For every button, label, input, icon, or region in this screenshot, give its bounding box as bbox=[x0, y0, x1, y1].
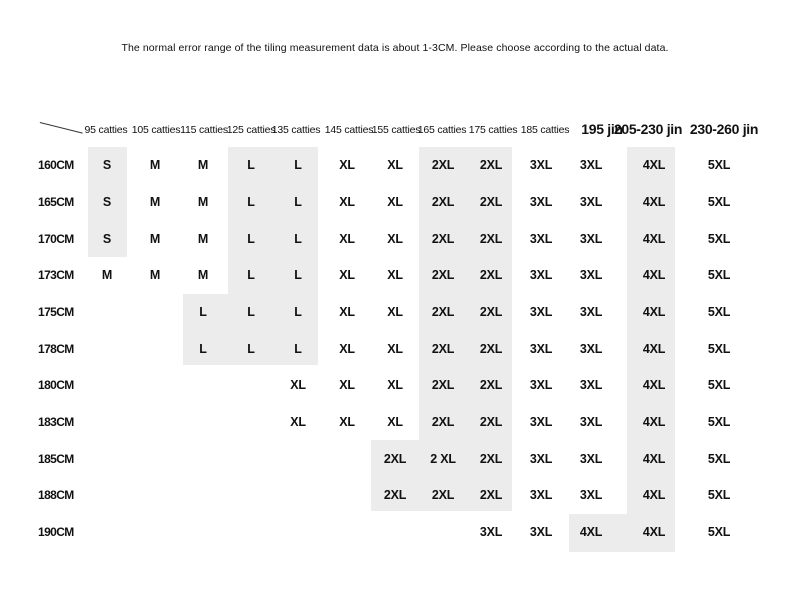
size-cell: 4XL bbox=[642, 195, 666, 209]
size-cell: M bbox=[149, 158, 161, 172]
size-cell: XL bbox=[339, 305, 355, 319]
size-cell: M bbox=[101, 268, 113, 282]
size-cell: 2XL bbox=[383, 488, 407, 502]
size-cell: 3XL bbox=[529, 452, 553, 466]
size-cell: 3XL bbox=[529, 488, 553, 502]
size-cell: 2XL bbox=[431, 378, 455, 392]
size-cell: 5XL bbox=[707, 305, 731, 319]
weight-header: 155 catties bbox=[371, 124, 421, 136]
weight-header: 230-260 jin bbox=[689, 121, 759, 137]
size-cell: 2XL bbox=[479, 452, 503, 466]
size-cell: 3XL bbox=[579, 158, 603, 172]
weight-header: 145 catties bbox=[324, 124, 374, 136]
size-cell: 5XL bbox=[707, 268, 731, 282]
weight-header: 135 catties bbox=[271, 124, 321, 136]
size-cell: XL bbox=[387, 378, 403, 392]
size-cell: L bbox=[247, 268, 255, 282]
size-cell: XL bbox=[387, 415, 403, 429]
size-cell: L bbox=[247, 232, 255, 246]
size-cell: 3XL bbox=[579, 415, 603, 429]
size-cell: M bbox=[149, 195, 161, 209]
height-label: 170CM bbox=[38, 232, 74, 246]
size-cell: 5XL bbox=[707, 378, 731, 392]
size-cell: XL bbox=[387, 232, 403, 246]
size-cell: S bbox=[102, 158, 112, 172]
size-cell: 3XL bbox=[529, 158, 553, 172]
size-cell: L bbox=[294, 158, 302, 172]
height-label: 160CM bbox=[38, 158, 74, 172]
height-label: 188CM bbox=[38, 488, 74, 502]
size-cell: XL bbox=[387, 268, 403, 282]
size-cell: 3XL bbox=[529, 305, 553, 319]
size-cell: 3XL bbox=[579, 342, 603, 356]
height-label: 183CM bbox=[38, 415, 74, 429]
size-cell: 2XL bbox=[431, 488, 455, 502]
height-label: 175CM bbox=[38, 305, 74, 319]
size-cell: XL bbox=[387, 158, 403, 172]
size-cell: 5XL bbox=[707, 232, 731, 246]
size-cell: 5XL bbox=[707, 488, 731, 502]
size-cell: 3XL bbox=[579, 378, 603, 392]
size-cell: XL bbox=[339, 158, 355, 172]
size-cell: 2XL bbox=[431, 415, 455, 429]
size-cell: 3XL bbox=[529, 525, 553, 539]
size-cell: 4XL bbox=[642, 525, 666, 539]
size-cell: 2XL bbox=[479, 342, 503, 356]
size-cell: 5XL bbox=[707, 525, 731, 539]
size-cell: L bbox=[247, 305, 255, 319]
size-cell: 2XL bbox=[479, 268, 503, 282]
size-cell: 2XL bbox=[479, 488, 503, 502]
size-cell: 5XL bbox=[707, 342, 731, 356]
size-cell: 2XL bbox=[479, 378, 503, 392]
size-cell: 3XL bbox=[579, 488, 603, 502]
size-cell: 3XL bbox=[529, 342, 553, 356]
shade-band bbox=[228, 147, 318, 365]
size-cell: L bbox=[294, 342, 302, 356]
weight-header: 115 catties bbox=[180, 124, 228, 136]
size-cell: 4XL bbox=[642, 378, 666, 392]
size-cell: 4XL bbox=[642, 268, 666, 282]
size-cell: M bbox=[149, 268, 161, 282]
size-cell: L bbox=[294, 232, 302, 246]
size-cell: L bbox=[199, 342, 207, 356]
size-cell: 2XL bbox=[479, 232, 503, 246]
weight-header: 175 catties bbox=[468, 124, 518, 136]
size-cell: 2XL bbox=[431, 342, 455, 356]
size-cell: 2XL bbox=[431, 158, 455, 172]
size-cell: XL bbox=[339, 415, 355, 429]
size-cell: L bbox=[294, 305, 302, 319]
size-cell: 2XL bbox=[479, 305, 503, 319]
height-label: 165CM bbox=[38, 195, 74, 209]
size-cell: M bbox=[197, 232, 209, 246]
size-cell: 3XL bbox=[529, 232, 553, 246]
size-cell: M bbox=[197, 158, 209, 172]
size-cell: 4XL bbox=[579, 525, 603, 539]
weight-header: 165 catties bbox=[417, 124, 467, 136]
size-cell: 2XL bbox=[479, 158, 503, 172]
weight-header: 125 catties bbox=[226, 124, 276, 136]
size-cell: L bbox=[294, 195, 302, 209]
size-cell: XL bbox=[339, 342, 355, 356]
size-cell: 5XL bbox=[707, 415, 731, 429]
size-cell: 4XL bbox=[642, 232, 666, 246]
size-cell: 3XL bbox=[579, 195, 603, 209]
size-cell: 2 XL bbox=[430, 452, 456, 466]
weight-header: 185 catties bbox=[520, 124, 570, 136]
size-cell: 4XL bbox=[642, 342, 666, 356]
weight-header: 205-230 jin bbox=[613, 121, 683, 137]
size-cell: S bbox=[102, 195, 112, 209]
size-cell: 3XL bbox=[479, 525, 503, 539]
size-cell: L bbox=[247, 195, 255, 209]
height-label: 190CM bbox=[38, 525, 74, 539]
size-cell: XL bbox=[290, 415, 306, 429]
size-cell: 3XL bbox=[529, 195, 553, 209]
size-cell: 2XL bbox=[479, 195, 503, 209]
size-cell: 4XL bbox=[642, 158, 666, 172]
size-cell: XL bbox=[387, 195, 403, 209]
size-cell: 3XL bbox=[529, 415, 553, 429]
size-cell: L bbox=[199, 305, 207, 319]
size-cell: XL bbox=[387, 305, 403, 319]
height-label: 173CM bbox=[38, 268, 74, 282]
size-cell: S bbox=[102, 232, 112, 246]
size-note: The normal error range of the tiling measurement data is about 1-3CM. Please choose according to the actual data. bbox=[121, 42, 669, 54]
size-cell: 2XL bbox=[431, 268, 455, 282]
size-cell: XL bbox=[339, 378, 355, 392]
size-cell: 5XL bbox=[707, 452, 731, 466]
size-cell: L bbox=[294, 268, 302, 282]
size-cell: 4XL bbox=[642, 415, 666, 429]
size-cell: XL bbox=[339, 232, 355, 246]
size-cell: M bbox=[197, 195, 209, 209]
size-cell: 4XL bbox=[642, 452, 666, 466]
size-cell: 2XL bbox=[431, 232, 455, 246]
size-cell: 3XL bbox=[579, 452, 603, 466]
size-cell: M bbox=[149, 232, 161, 246]
height-label: 178CM bbox=[38, 342, 74, 356]
height-label: 180CM bbox=[38, 378, 74, 392]
weight-header: 195 jin bbox=[581, 121, 623, 137]
size-cell: 2XL bbox=[431, 195, 455, 209]
size-cell: L bbox=[247, 158, 255, 172]
size-cell: 5XL bbox=[707, 158, 731, 172]
size-cell: M bbox=[197, 268, 209, 282]
size-cell: 5XL bbox=[707, 195, 731, 209]
size-cell: 3XL bbox=[529, 268, 553, 282]
size-cell: 3XL bbox=[579, 305, 603, 319]
size-cell: 3XL bbox=[579, 268, 603, 282]
size-cell: 2XL bbox=[383, 452, 407, 466]
size-cell: XL bbox=[290, 378, 306, 392]
size-cell: 2XL bbox=[479, 415, 503, 429]
size-cell: 4XL bbox=[642, 488, 666, 502]
size-cell: XL bbox=[339, 195, 355, 209]
size-cell: 4XL bbox=[642, 305, 666, 319]
size-cell: 3XL bbox=[579, 232, 603, 246]
size-cell: 3XL bbox=[529, 378, 553, 392]
size-cell: XL bbox=[339, 268, 355, 282]
weight-header: 105 catties bbox=[131, 124, 181, 136]
weight-header: 95 catties bbox=[84, 124, 128, 136]
size-cell: XL bbox=[387, 342, 403, 356]
size-cell: L bbox=[247, 342, 255, 356]
height-label: 185CM bbox=[38, 452, 74, 466]
corner-diagonal bbox=[40, 122, 83, 134]
size-cell: 2XL bbox=[431, 305, 455, 319]
